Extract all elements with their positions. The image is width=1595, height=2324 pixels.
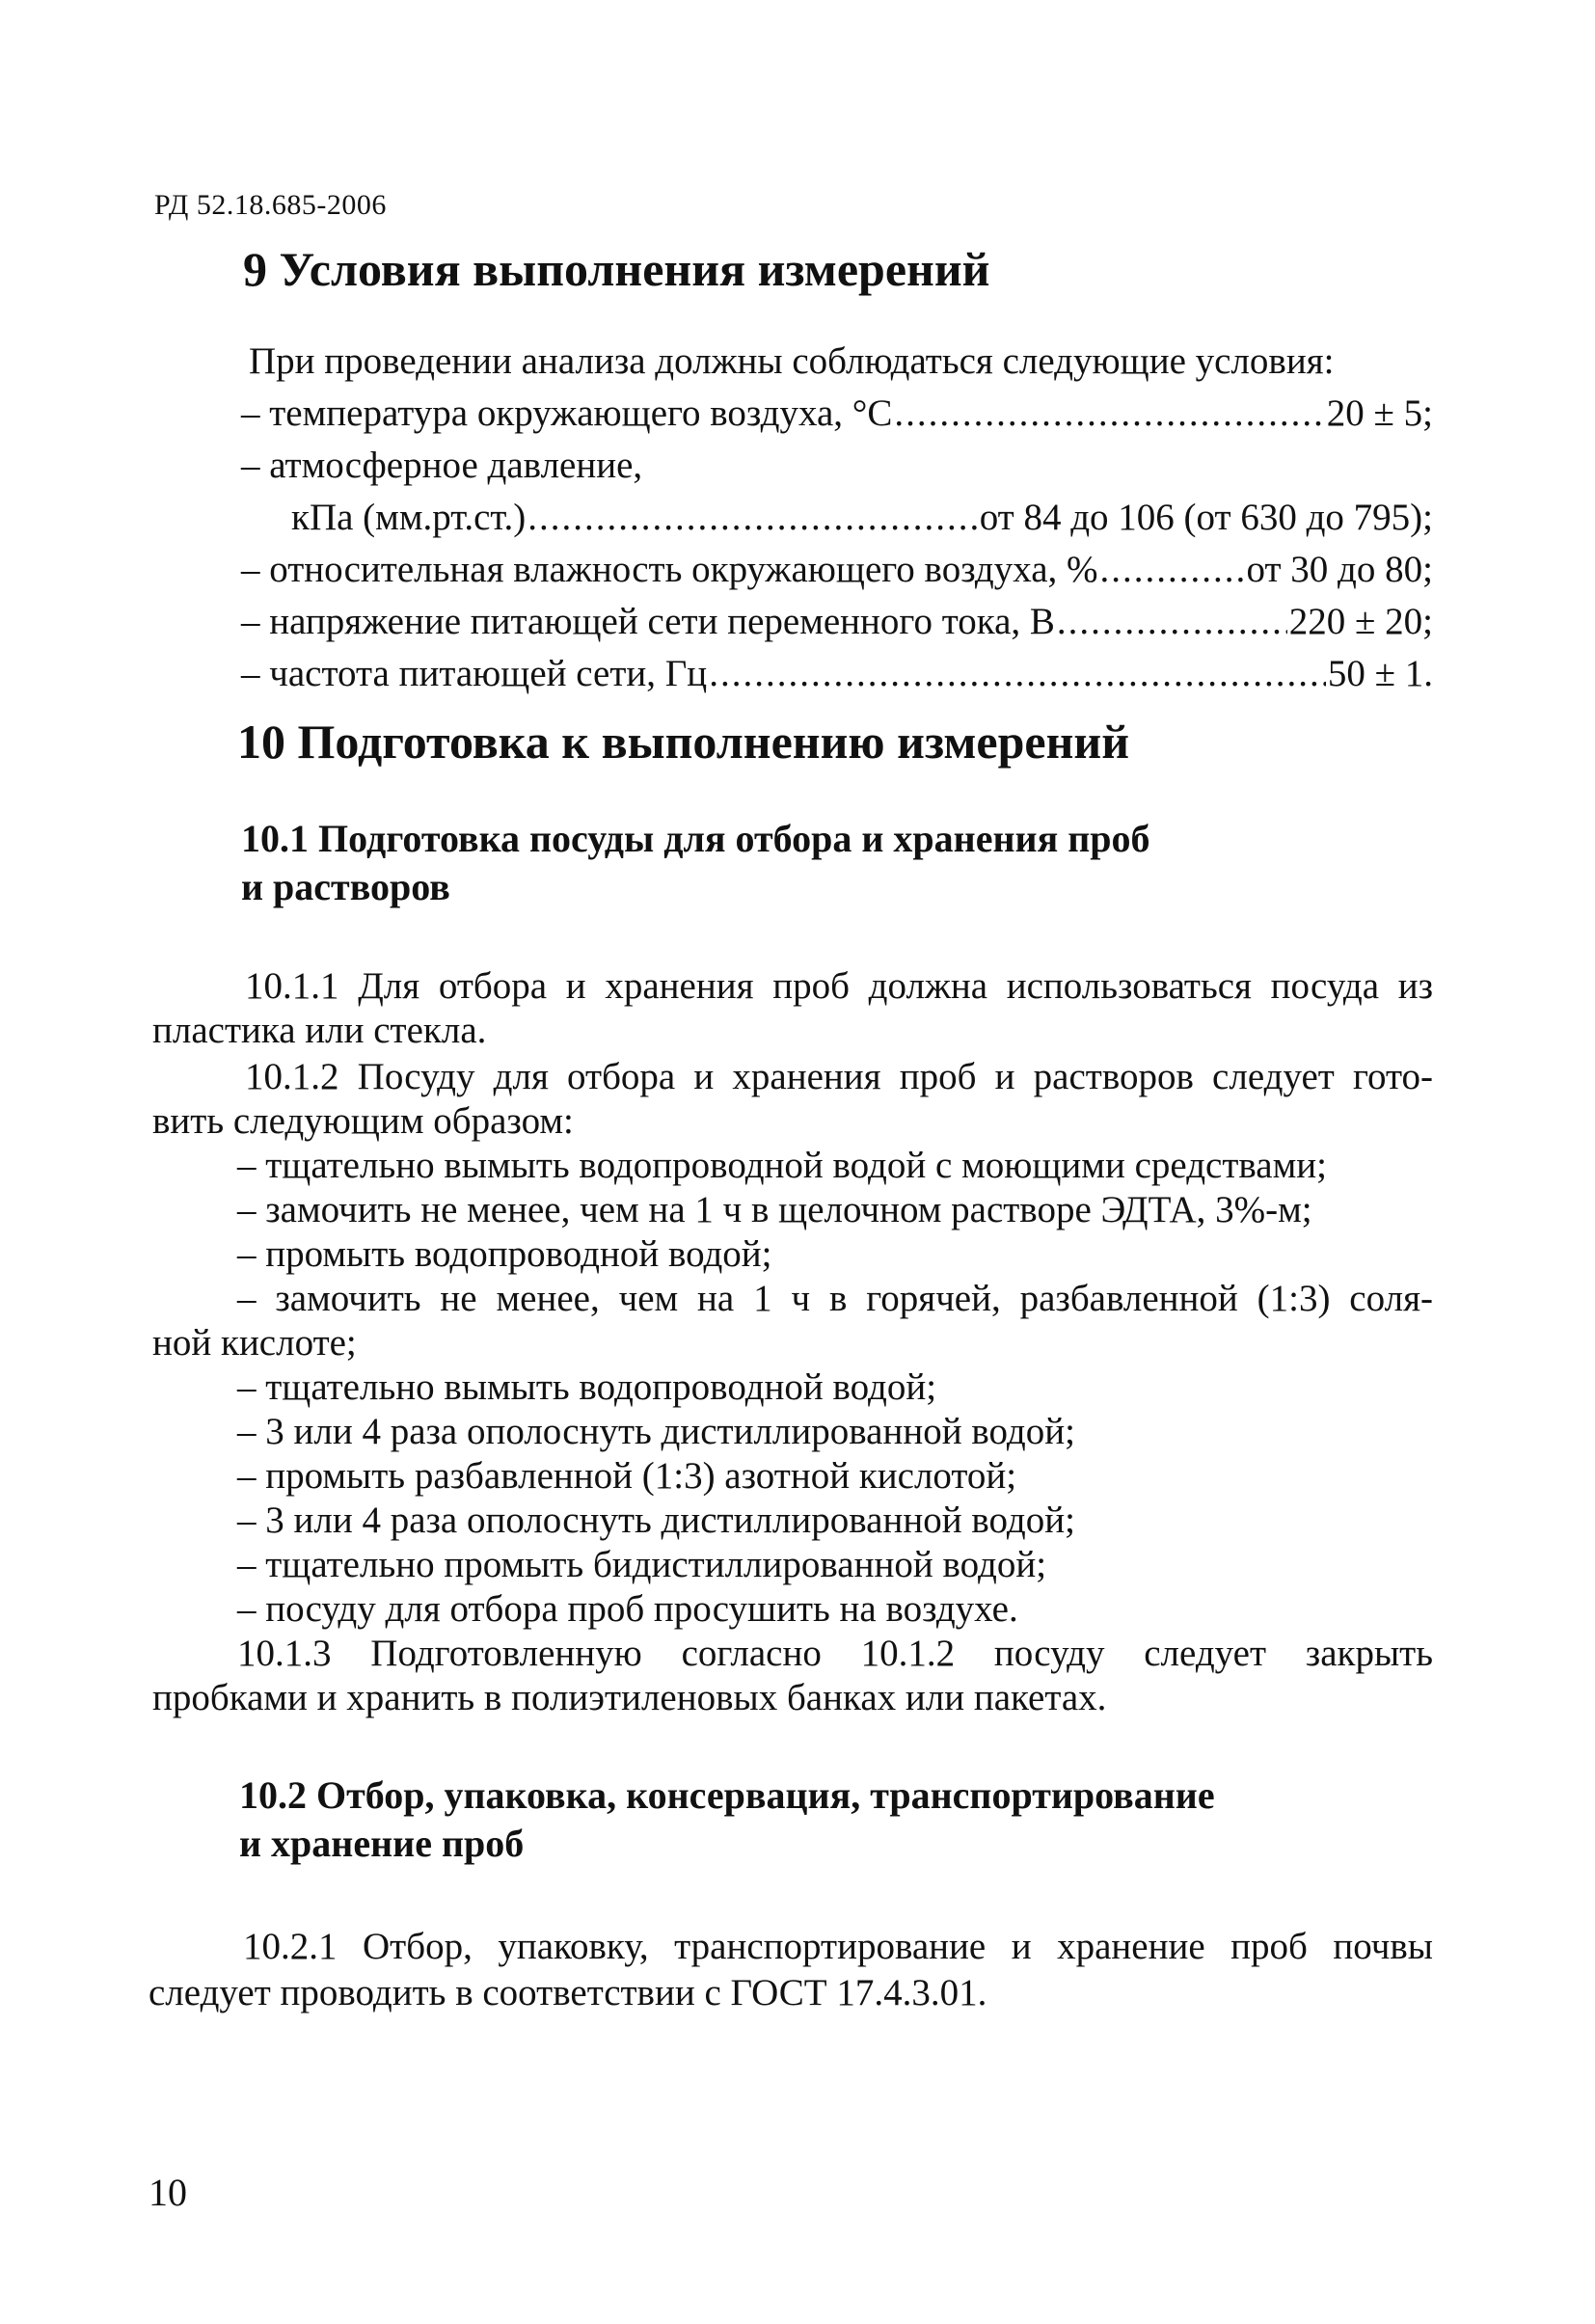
condition-label: – температура окружающего воздуха, °С bbox=[241, 392, 893, 434]
paragraph-10-1-1-line1: 10.1.1 Для отбора и хранения проб должна использоваться посуда из bbox=[245, 965, 1433, 1007]
paragraph-10-1-3-line2: пробками и хранить в полиэтиленовых банках или пакетах. bbox=[152, 1677, 1107, 1718]
condition-value: 220 ± 20; bbox=[1288, 601, 1433, 642]
paragraph-10-1-2-line1: 10.1.2 Посуду для отбора и хранения проб и растворов следует гото- bbox=[245, 1056, 1433, 1097]
paragraph-10-1-1-line2: пластика или стекла. bbox=[152, 1010, 487, 1051]
step-item: – тщательно вымыть водопроводной водой; bbox=[237, 1366, 937, 1408]
condition-value: 50 ± 1. bbox=[1327, 653, 1433, 694]
condition-label: – напряжение питающей сети переменного тока, В bbox=[241, 601, 1055, 642]
subsection-10-2-title-line2: и хранение проб bbox=[239, 1822, 525, 1865]
section-9-title: 9 Условия выполнения измерений bbox=[243, 242, 990, 296]
condition-label: кПа (мм.рт.ст.) bbox=[291, 497, 527, 538]
document-code: РД 52.18.685-2006 bbox=[154, 189, 387, 221]
condition-temperature bbox=[241, 392, 1433, 436]
step-item: – промыть водопроводной водой; bbox=[237, 1233, 772, 1275]
condition-value: от 30 до 80; bbox=[1246, 549, 1433, 590]
section-10-title: 10 Подготовка к выполнению измерений bbox=[237, 715, 1129, 769]
leader-dots bbox=[894, 392, 1324, 436]
condition-label: – частота питающей сети, Гц bbox=[241, 653, 708, 694]
condition-value: от 84 до 106 (от 630 до 795); bbox=[979, 497, 1433, 538]
step-item: – замочить не менее, чем на 1 ч в горячей, разбавленной (1:3) соля- bbox=[237, 1278, 1433, 1319]
step-item: – промыть разбавленной (1:3) азотной кислотой; bbox=[237, 1455, 1017, 1497]
leader-dots bbox=[1057, 600, 1287, 644]
step-item: – 3 или 4 раза ополоснуть дистиллированной водой; bbox=[237, 1500, 1075, 1541]
step-item: – посуду для отбора проб просушить на воздухе. bbox=[237, 1588, 1018, 1630]
section-9-intro: При проведении анализа должны соблюдаться следующие условия: bbox=[249, 340, 1335, 382]
paragraph-10-1-2-line2: вить следующим образом: bbox=[152, 1100, 574, 1142]
condition-pressure bbox=[291, 496, 1433, 540]
condition-voltage bbox=[241, 600, 1433, 644]
paragraph-10-2-1-line1: 10.2.1 Отбор, упаковку, транспортирование и хранение проб почвы bbox=[243, 1926, 1433, 1967]
step-item: – тщательно промыть бидистиллированной водой; bbox=[237, 1544, 1047, 1585]
condition-humidity bbox=[241, 548, 1433, 592]
subsection-10-1-title-line2: и растворов bbox=[241, 865, 450, 908]
condition-pressure-label: – атмосферное давление, bbox=[241, 445, 643, 486]
subsection-10-1-title-line1: 10.1 Подготовка посуды для отбора и хранения проб bbox=[241, 817, 1150, 860]
step-item: – замочить не менее, чем на 1 ч в щелочном растворе ЭДТА, 3%-м; bbox=[237, 1189, 1312, 1230]
subsection-10-2-title-line1: 10.2 Отбор, упаковка, консервация, транспортирование bbox=[239, 1773, 1215, 1817]
condition-label: – относительная влажность окружающего воздуха, % bbox=[241, 549, 1098, 590]
leader-dots bbox=[709, 652, 1326, 696]
step-item-continuation: ной кислоте; bbox=[152, 1322, 357, 1364]
paragraph-10-1-3-line1: 10.1.3 Подготовленную согласно 10.1.2 посуду следует закрыть bbox=[237, 1633, 1433, 1674]
condition-frequency bbox=[241, 652, 1433, 696]
leader-dots bbox=[527, 496, 977, 540]
leader-dots bbox=[1100, 548, 1245, 592]
step-item: – тщательно вымыть водопроводной водой с моющими средствами; bbox=[237, 1145, 1327, 1186]
step-item: – 3 или 4 раза ополоснуть дистиллированной водой; bbox=[237, 1411, 1075, 1452]
paragraph-10-2-1-line2: следует проводить в соответствии с ГОСТ 17.4.3.01. bbox=[149, 1972, 987, 2013]
condition-value: 20 ± 5; bbox=[1326, 392, 1433, 434]
page-number: 10 bbox=[149, 2171, 187, 2214]
